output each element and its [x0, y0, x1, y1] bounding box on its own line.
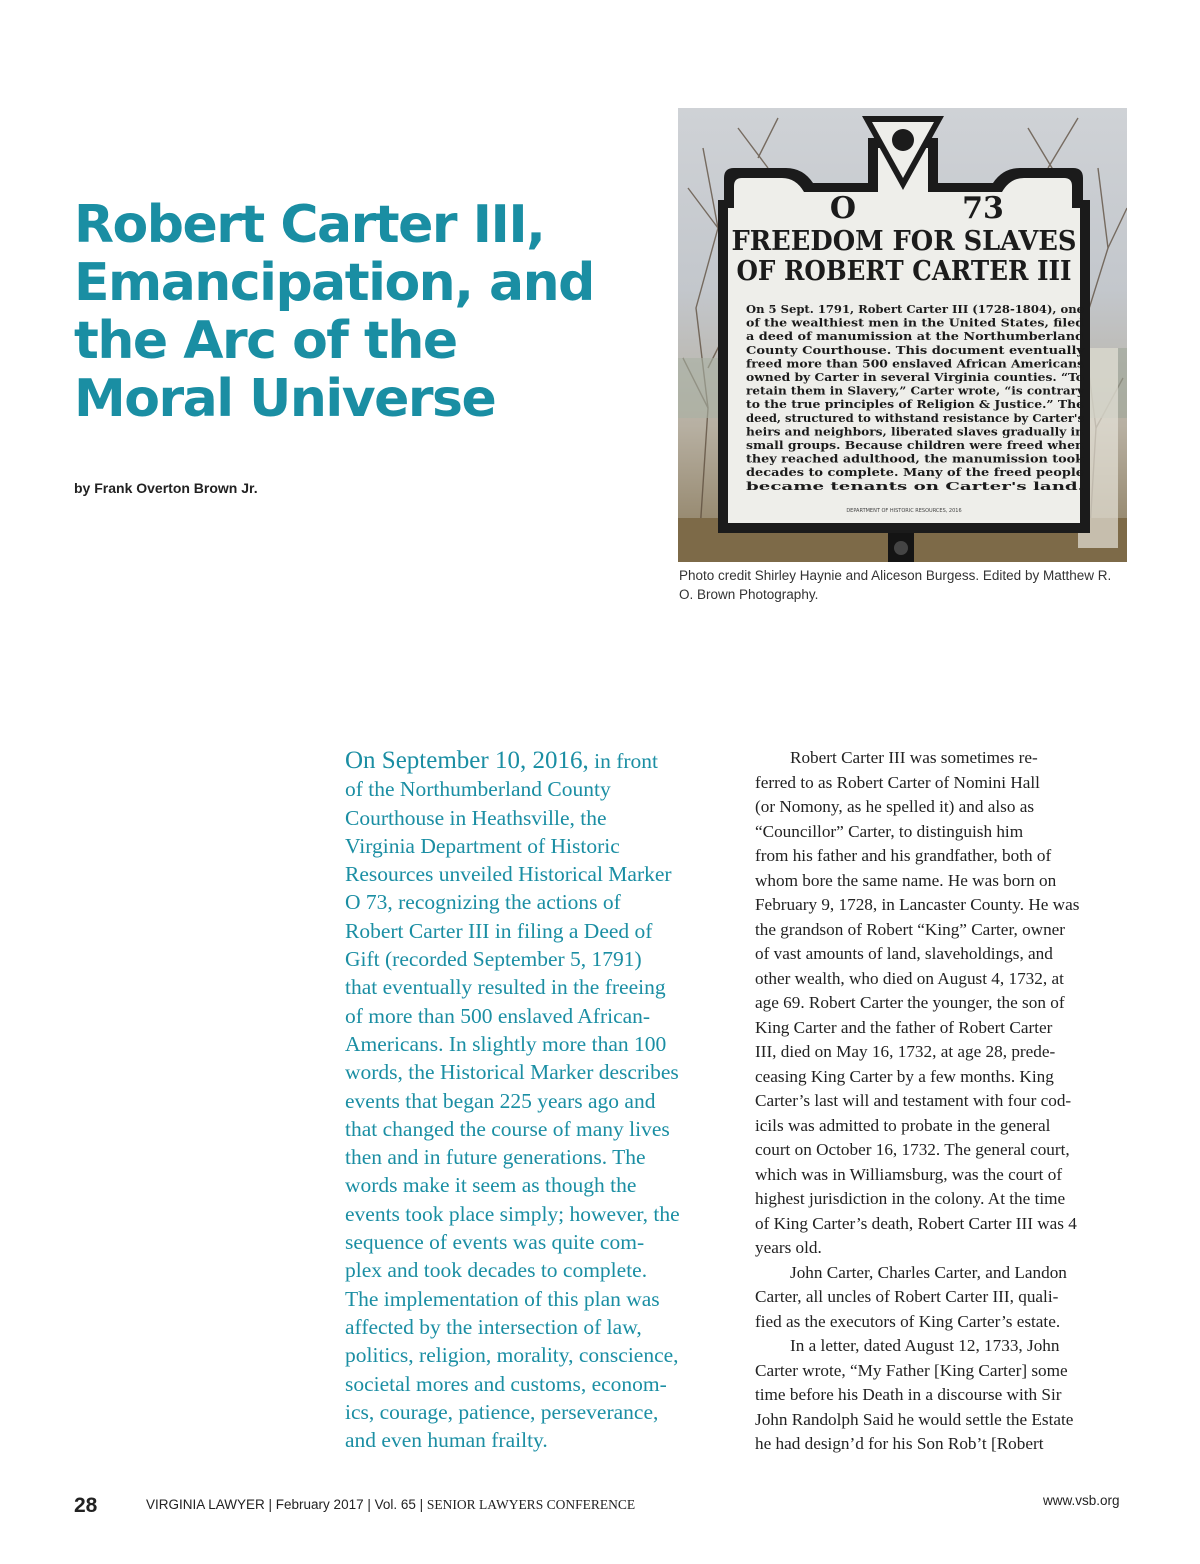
website: www.vsb.org — [1043, 1493, 1120, 1508]
title-line: the Arc of the — [74, 311, 457, 371]
body-line: ferred to as Robert Carter of Nomini Hall — [755, 772, 1040, 792]
body-line: he had design’d for his Son Rob’t [Robert — [755, 1434, 1044, 1453]
sign-text-line: On 5 Sept. 1791, Robert Carter III (1728-1804), one — [746, 302, 1084, 316]
body-line: John Randolph Said he would settle the Estate — [755, 1409, 1074, 1429]
lead-line: affected by the intersection of law, — [345, 1314, 642, 1339]
body-line: fied as the executors of King Carter’s estate. — [755, 1311, 1061, 1331]
byline: by Frank Overton Brown Jr. — [74, 480, 258, 496]
body-line: which was in Williamsburg, was the court of — [755, 1164, 1063, 1184]
body-line: time before his Death in a discourse with Sir — [755, 1385, 1062, 1404]
body-line: Carter, all uncles of Robert Carter III, quali- — [755, 1287, 1059, 1306]
lead-line: Robert Carter III in filing a Deed of — [345, 918, 653, 943]
lead-line: Virginia Department of Historic — [345, 833, 620, 858]
lead-dropline: On September 10, 2016, — [345, 747, 589, 774]
body-line: highest jurisdiction in the colony. At the time — [755, 1189, 1066, 1208]
body-line: court on October 16, 1732. The general court, — [755, 1140, 1070, 1159]
body-line: February 9, 1728, in Lancaster County. He was — [755, 895, 1080, 914]
lead-line: Courthouse in Heathsville, the — [345, 805, 607, 830]
body-line: III, died on May 16, 1732, at age 28, prede- — [755, 1042, 1056, 1061]
lead-line: sequence of events was quite com- — [345, 1230, 645, 1255]
lead-line: and even human frailty. — [345, 1428, 548, 1453]
body-line: Robert Carter III was sometimes re- — [790, 748, 1038, 767]
lead-line: that eventually resulted in the freeing — [345, 975, 666, 1000]
section-name: SENIOR LAWYERS CONFERENCE — [426, 1497, 636, 1512]
sign-title-line: FREEDOM FOR SLAVES — [731, 226, 1077, 257]
body-column — [755, 746, 1135, 1457]
lead-line: Resources unveiled Historical Marker — [345, 862, 672, 887]
marker-code-right: 73 — [962, 191, 1004, 226]
lead-line: politics, religion, morality, conscience, — [345, 1343, 679, 1368]
lead-line: words make it seem as though the — [345, 1173, 637, 1198]
sign-text-line: a deed of manumission at the Northumberland — [746, 329, 1085, 344]
sign-text-line: freed more than 500 enslaved African Americans — [746, 356, 1084, 371]
lead-line: ics, courage, patience, perseverance, — [345, 1399, 659, 1424]
sign-text-line: of the wealthiest men in the United States, filed — [746, 315, 1085, 330]
body-line: Carter wrote, “My Father [King Carter] some — [755, 1360, 1068, 1380]
historical-marker-photo — [678, 108, 1127, 562]
lead-line: plex and took decades to complete. — [345, 1258, 648, 1283]
sign-footer: DEPARTMENT OF HISTORIC RESOURCES, 2016 — [846, 508, 962, 514]
issue-info — [146, 1497, 635, 1513]
lead-line: events took place simply; however, the — [345, 1201, 680, 1226]
lead-line: Gift (recorded September 5, 1791) — [345, 947, 642, 972]
lead-paragraph — [345, 747, 730, 1454]
sign-text-line: County Courthouse. This document eventually — [746, 342, 1085, 357]
sign-text-line: decades to complete. Many of the freed people — [746, 465, 1084, 480]
sign-text-line: deed, structured to withstand resistance by Carter's — [746, 410, 1084, 425]
body-line: Carter’s last will and testament with four cod- — [755, 1091, 1072, 1110]
body-line: years old. — [755, 1238, 822, 1257]
lead-line: events that began 225 years ago and — [345, 1088, 656, 1113]
title-line: Robert Carter III, — [74, 195, 545, 255]
body-line: In a letter, dated August 12, 1733, John — [790, 1336, 1060, 1355]
issue-text: VIRGINIA LAWYER | February 2017 | Vol. 65 | — [146, 1497, 424, 1512]
lead-line: of the Northumberland County — [345, 777, 611, 802]
body-line: of King Carter’s death, Robert Carter III was 4 — [755, 1213, 1077, 1233]
article-title — [74, 196, 634, 428]
title-line: Emancipation, and — [74, 253, 594, 313]
lead-line: O 73, recognizing the actions of — [345, 890, 621, 915]
sign-text-line: retain them in Slavery,” Carter wrote, “is contrary — [746, 383, 1085, 398]
body-line: other wealth, who died on August 4, 1732, at — [755, 968, 1064, 988]
body-line: King Carter and the father of Robert Carter — [755, 1017, 1053, 1037]
sign-text-line: heirs and neighbors, liberated slaves gradually in — [746, 424, 1084, 439]
body-line: from his father and his grandfather, both of — [755, 846, 1052, 865]
marker-illustration — [678, 108, 1127, 562]
sign-text-line: they reached adulthood, the manumission took — [746, 451, 1085, 466]
lead-line: The implementation of this plan was — [345, 1286, 660, 1311]
body-line: the grandson of Robert “King” Carter, owner — [755, 919, 1066, 939]
body-line: whom bore the same name. He was born on — [755, 870, 1057, 890]
sign-title-line: OF ROBERT CARTER III — [736, 256, 1072, 287]
body-line: John Carter, Charles Carter, and Landon — [790, 1262, 1067, 1282]
lead-line: societal mores and customs, econom- — [345, 1371, 667, 1396]
sign-text-line: to the true principles of Religion & Justice.” The — [746, 397, 1084, 412]
lead-line: that changed the course of many lives — [345, 1116, 670, 1141]
sign-text-line: small groups. Because children were freed when — [746, 438, 1084, 452]
title-line: Moral Universe — [74, 369, 496, 429]
photo-caption: Photo credit Shirley Haynie and Aliceson Burgess. Edited by Matthew R. O. Brown Photography. — [679, 568, 1112, 602]
lead-first-line-rest: in front — [588, 749, 658, 773]
body-line: age 69. Robert Carter the younger, the son of — [755, 993, 1065, 1012]
body-line: “Councillor” Carter, to distinguish him — [755, 821, 1024, 841]
page-number: 28 — [74, 1494, 98, 1517]
body-line: ceasing King Carter by a few months. King — [755, 1066, 1054, 1086]
lead-line: then and in future generations. The — [345, 1145, 646, 1170]
sign-text-line: became tenants on Carter's land. — [746, 478, 1084, 493]
lead-line: words, the Historical Marker describes — [345, 1060, 679, 1085]
sign-text-line: owned by Carter in several Virginia counties. “To — [746, 370, 1085, 384]
body-line: icils was admitted to probate in the general — [755, 1115, 1051, 1135]
marker-code-left: O — [829, 191, 857, 226]
body-line: of vast amounts of land, slaveholdings, and — [755, 944, 1053, 963]
lead-first-line — [345, 747, 730, 775]
lead-line: of more than 500 enslaved African- — [345, 1003, 651, 1028]
lead-lines — [345, 775, 730, 1454]
body-line: (or Nomony, as he spelled it) and also as — [755, 797, 1035, 816]
lead-line: Americans. In slightly more than 100 — [345, 1031, 667, 1056]
